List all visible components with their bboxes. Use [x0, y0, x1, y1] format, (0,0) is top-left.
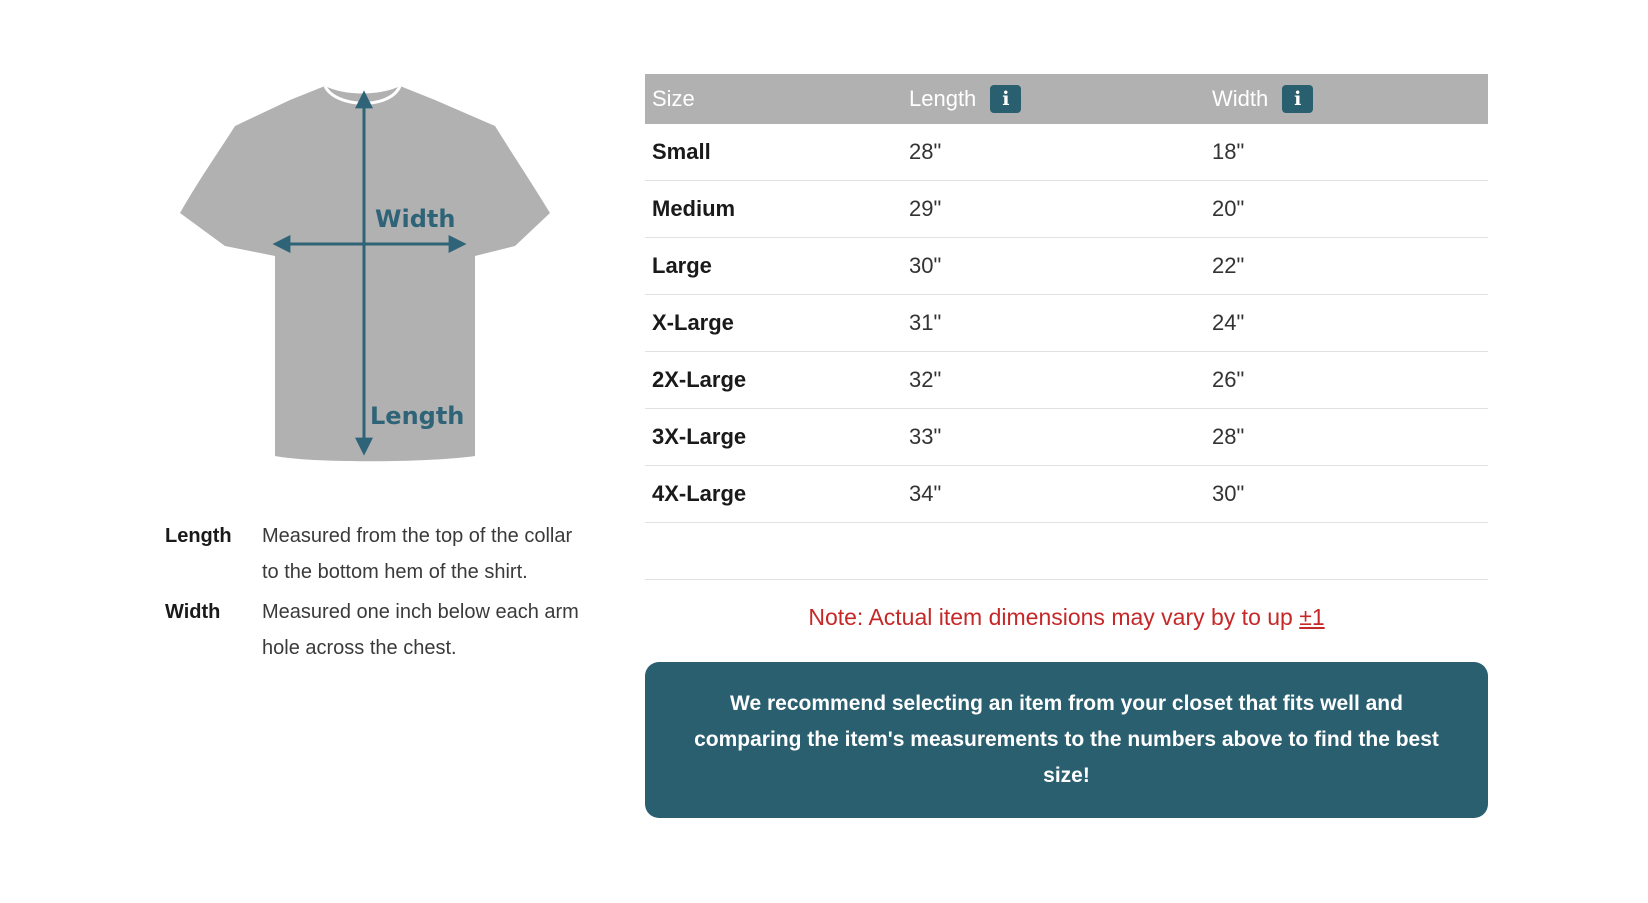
size-cell: Small: [645, 124, 902, 181]
header-length: [902, 74, 1205, 124]
table-row: [645, 181, 1488, 238]
table-row: [645, 124, 1488, 181]
size-table: [645, 74, 1488, 580]
length-cell: 32": [902, 352, 1205, 409]
width-cell: 24": [1205, 295, 1488, 352]
width-cell: 22": [1205, 238, 1488, 295]
size-chart: [645, 74, 1488, 580]
empty-cell: [902, 523, 1205, 580]
table-row: [645, 238, 1488, 295]
length-cell: 30": [902, 238, 1205, 295]
shirt-diagram: [180, 78, 570, 488]
recommendation-box: [645, 662, 1488, 818]
recommendation-text: We recommend selecting an item from your closet that fits well and comparing the item's measurements to the numbers above to find the best size!: [694, 692, 1439, 787]
length-cell: 31": [902, 295, 1205, 352]
definition-text: Measured one inch below each arm hole across the chest.: [262, 601, 579, 659]
size-cell: Large: [645, 238, 902, 295]
size-cell: X-Large: [645, 295, 902, 352]
size-cell: 3X-Large: [645, 409, 902, 466]
width-cell: 20": [1205, 181, 1488, 238]
definition-width: [165, 594, 585, 666]
definition-term: Length: [165, 525, 232, 547]
definition-term: Width: [165, 601, 221, 623]
length-label: Length: [370, 402, 465, 430]
length-cell: 29": [902, 181, 1205, 238]
dimension-note: [645, 604, 1488, 631]
width-info-icon[interactable]: i: [1282, 85, 1313, 113]
size-cell: 4X-Large: [645, 466, 902, 523]
definition-text: Measured from the top of the collar to the bottom hem of the shirt.: [262, 525, 573, 583]
header-width: [1205, 74, 1488, 124]
empty-row: [645, 523, 1488, 580]
width-cell: 28": [1205, 409, 1488, 466]
definition-length: [165, 518, 585, 590]
width-cell: 30": [1205, 466, 1488, 523]
width-cell: 18": [1205, 124, 1488, 181]
length-cell: 28": [902, 124, 1205, 181]
note-text: Note: Actual item dimensions may vary by to up: [808, 604, 1300, 630]
tshirt-illustration: [180, 78, 570, 488]
length-cell: 33": [902, 409, 1205, 466]
table-row: [645, 409, 1488, 466]
header-label: Width: [1212, 86, 1269, 111]
length-cell: 34": [902, 466, 1205, 523]
empty-cell: [645, 523, 902, 580]
empty-cell: [1205, 523, 1488, 580]
note-tolerance: ±1: [1299, 604, 1325, 630]
header-label: Length: [909, 86, 977, 111]
table-header-row: [645, 74, 1488, 124]
header-size: [645, 74, 902, 124]
measurement-definitions: [165, 518, 585, 670]
table-row: [645, 352, 1488, 409]
width-cell: 26": [1205, 352, 1488, 409]
size-cell: 2X-Large: [645, 352, 902, 409]
table-row: [645, 295, 1488, 352]
width-label: Width: [375, 205, 456, 233]
size-cell: Medium: [645, 181, 902, 238]
table-row: [645, 466, 1488, 523]
length-info-icon[interactable]: i: [990, 85, 1021, 113]
header-label: Size: [652, 86, 695, 111]
